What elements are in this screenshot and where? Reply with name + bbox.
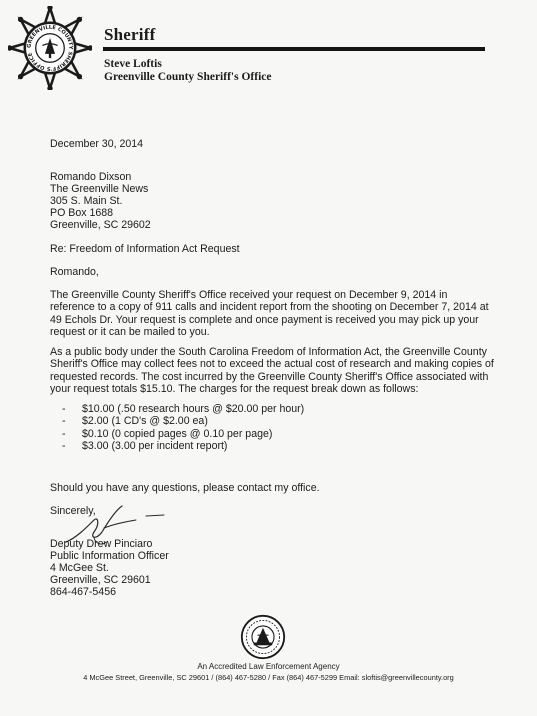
fee-item bbox=[62, 415, 304, 427]
recipient-city-state-zip: Greenville, SC 29602 bbox=[50, 219, 151, 231]
fee-item bbox=[62, 428, 304, 440]
signatory-street: 4 McGee St. bbox=[50, 562, 109, 574]
recipient-organization: The Greenville News bbox=[50, 183, 149, 195]
letterhead-sheriff-name: Steve Loftis bbox=[104, 58, 162, 70]
paragraph-line: requested records. The cost incurred by the Greenville County Sheriff's Office associated with bbox=[50, 370, 489, 383]
fee-item bbox=[62, 403, 304, 415]
paragraph-fees bbox=[50, 346, 494, 396]
paragraph-line: Sheriff's Office may collect fees not to exceed the actual cost of research and making copies of bbox=[50, 358, 494, 371]
paragraph-request-received bbox=[50, 289, 489, 339]
paragraph-line: reference to a copy of 911 calls and incident report from the shooting on December 7, 2014 at bbox=[50, 301, 489, 314]
paragraph-line: As a public body under the South Carolina Freedom of Information Act, the Greenville County bbox=[50, 346, 487, 358]
recipient-street: 305 S. Main St. bbox=[50, 195, 123, 207]
letter-date: December 30, 2014 bbox=[50, 138, 144, 150]
recipient-po-box: PO Box 1688 bbox=[50, 207, 114, 219]
sign-off: Sincerely, bbox=[50, 505, 96, 517]
signatory-title: Public Information Officer bbox=[50, 550, 169, 562]
footer-contact-line: 4 McGee Street, Greenville, SC 29601 / (864) 467-5280 / Fax (864) 467-5299 Email: sloftis@greenvillecounty.org bbox=[83, 673, 454, 682]
fee-item-text: $2.00 (1 CD's @ $2.00 ea) bbox=[82, 415, 208, 428]
letterhead-divider bbox=[103, 47, 485, 51]
fee-breakdown-list bbox=[62, 403, 304, 453]
footer-tagline: An Accredited Law Enforcement Agency bbox=[197, 662, 340, 671]
salutation: Romando, bbox=[50, 266, 99, 278]
paragraph-line: The Greenville County Sheriff's Office received your request on December 9, 2014 in bbox=[50, 289, 448, 301]
signatory-name: Deputy Drew Pinciaro bbox=[50, 538, 153, 550]
sheriff-star-badge-icon bbox=[8, 6, 92, 90]
fee-bullet: - bbox=[62, 440, 66, 453]
fee-item bbox=[62, 440, 304, 452]
signatory-city-state-zip: Greenville, SC 29601 bbox=[50, 574, 151, 586]
paragraph-line: request or it can be mailed to you. bbox=[50, 326, 210, 339]
badge-ring-text: GREENVILLE COUNTY SHERIFF'S OFFICE bbox=[26, 24, 74, 72]
subject-line: Re: Freedom of Information Act Request bbox=[50, 243, 240, 255]
fee-bullet: - bbox=[62, 403, 66, 415]
closing-note: Should you have any questions, please contact my office. bbox=[50, 482, 320, 494]
signatory-phone: 864-467-5456 bbox=[50, 586, 116, 598]
accreditation-seal-icon bbox=[240, 614, 286, 660]
paragraph-line: your request totals $15.10. The charges for the request break down as follows: bbox=[50, 383, 419, 396]
fee-item-text: $10.00 (.50 research hours @ $20.00 per hour) bbox=[82, 403, 305, 415]
fee-item-text: $3.00 (3.00 per incident report) bbox=[82, 440, 228, 453]
paragraph-line: 49 Echols Dr. Your request is complete and once payment is received you may pick up your bbox=[50, 313, 479, 326]
recipient-name: Romando Dixson bbox=[50, 171, 132, 183]
fee-bullet: - bbox=[62, 415, 66, 428]
fee-item-text: $0.10 (0 copied pages @ 0.10 per page) bbox=[82, 427, 273, 440]
fee-bullet: - bbox=[62, 427, 66, 440]
letterhead-office-name: Greenville County Sheriff's Office bbox=[104, 71, 272, 83]
letterhead-title: Sheriff bbox=[104, 25, 156, 44]
